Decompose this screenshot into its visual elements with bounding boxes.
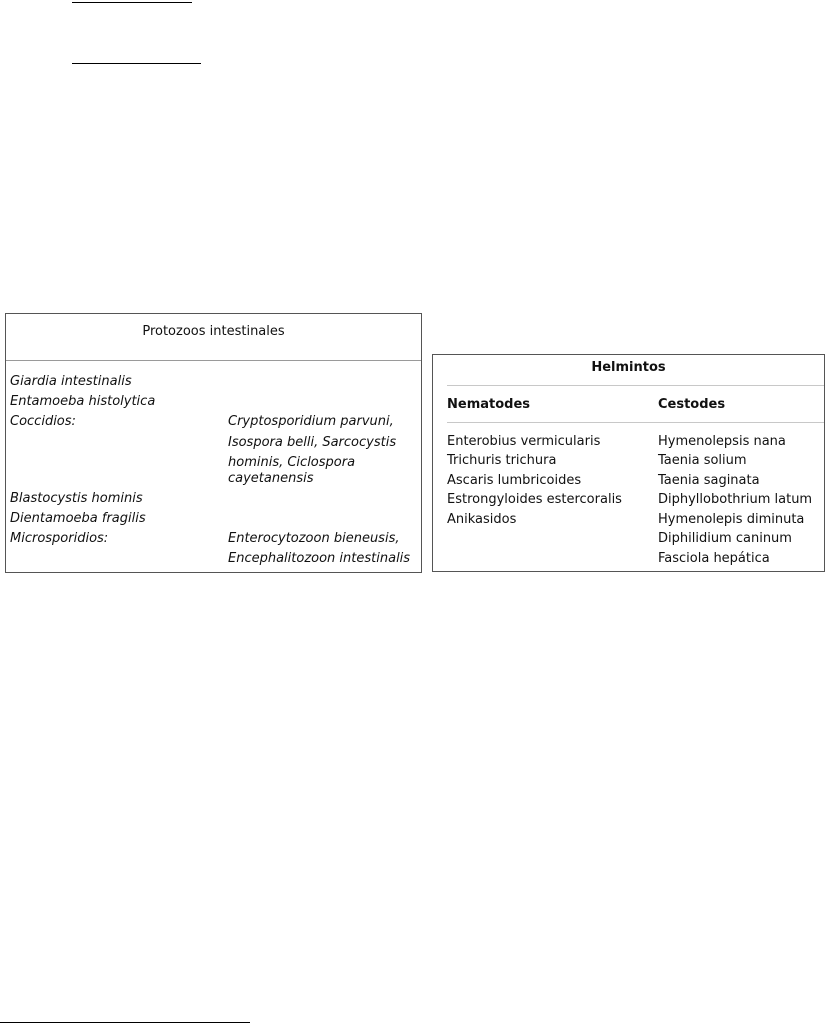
top-rule-1 xyxy=(72,2,192,3)
cestodes-header: Cestodes xyxy=(658,397,726,412)
cestode-item: Hymenolepis diminuta xyxy=(658,512,805,527)
cestode-item: Fasciola hepática xyxy=(658,551,770,566)
nematode-item: Ascaris lumbricoides xyxy=(447,473,582,488)
nematode-item: Trichuris trichura xyxy=(447,453,557,468)
nematode-item: Anikasidos xyxy=(447,512,517,527)
protozoo-species: cayetanensis xyxy=(228,471,314,486)
protozoo-name: Giardia intestinalis xyxy=(10,374,132,389)
protozoo-name: Entamoeba histolytica xyxy=(10,394,156,409)
protozoos-title-divider xyxy=(6,360,421,361)
top-rule-2 xyxy=(72,63,201,64)
helmintos-title-divider xyxy=(447,385,824,386)
protozoo-name: Coccidios: xyxy=(10,414,76,429)
helmintos-title: Helmintos xyxy=(591,360,666,375)
cestode-item: Taenia solium xyxy=(658,453,747,468)
footnote-separator xyxy=(0,1022,250,1023)
protozoo-species: Encephalitozoon intestinalis xyxy=(228,551,411,566)
protozoo-species: Isospora belli, Sarcocystis xyxy=(228,435,397,450)
cestode-item: Taenia saginata xyxy=(658,473,760,488)
cestode-item: Diphyllobothrium latum xyxy=(658,492,813,507)
protozoos-table xyxy=(5,313,422,573)
nematode-item: Estrongyloides estercoralis xyxy=(447,492,622,507)
protozoos-title: Protozoos intestinales xyxy=(142,324,285,339)
cestode-item: Diphilidium caninum xyxy=(658,531,792,546)
protozoo-name: Blastocystis hominis xyxy=(10,491,143,506)
helmintos-table xyxy=(432,354,825,572)
protozoo-species: Enterocytozoon bieneusis, xyxy=(228,531,400,546)
protozoo-name: Microsporidios: xyxy=(10,531,109,546)
helmintos-header-divider xyxy=(447,422,824,423)
protozoo-species: hominis, Ciclospora xyxy=(228,455,356,470)
protozoo-species: Cryptosporidium parvuni, xyxy=(228,414,394,429)
cestode-item: Hymenolepsis nana xyxy=(658,434,786,449)
nematodes-header: Nematodes xyxy=(447,397,531,412)
protozoo-name: Dientamoeba fragilis xyxy=(10,511,146,526)
nematode-item: Enterobius vermicularis xyxy=(447,434,601,449)
